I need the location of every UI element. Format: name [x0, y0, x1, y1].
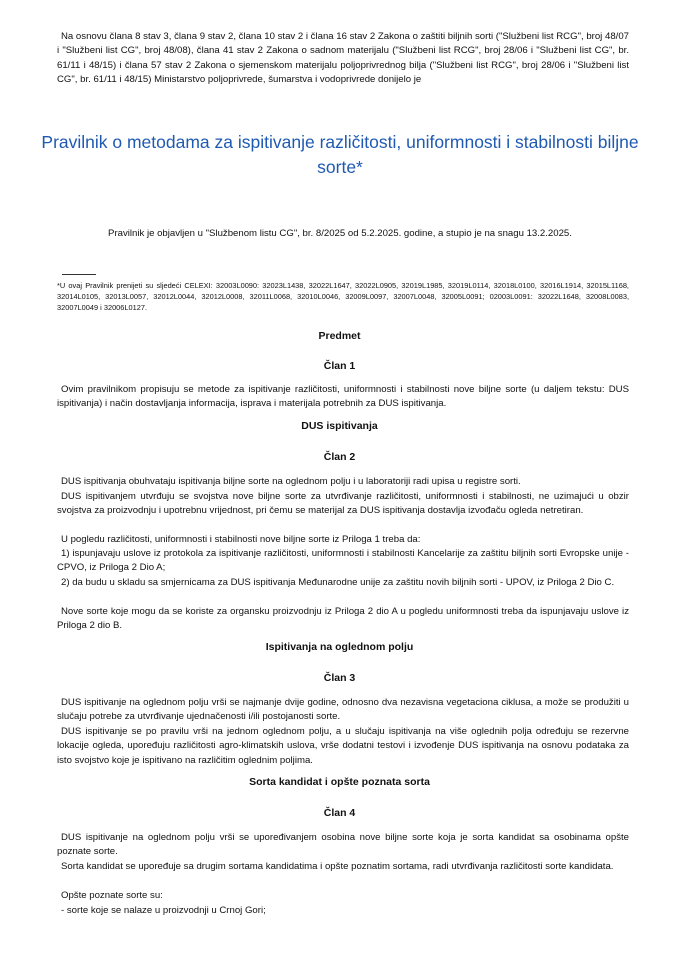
clan3-paragraph-1: DUS ispitivanje na oglednom polju vrši se najmanje dvije godine, odnosno dva nezavisna vegetaciona ciklusa, a može se produžiti u slučaju potrebe za utvrđivanje ujednačenosti i/ili postojanosti sorte. [57, 697, 629, 723]
document-title: Pravilnik o metodama za ispitivanje različitosti, uniformnosti i stabilnosti biljne sorte* [41, 132, 639, 177]
article-heading-1: Član 1 [323, 360, 356, 372]
clan2-paragraph-1: DUS ispitivanja obuhvataju ispitivanja biljne sorte na oglednom polju i u laboratoriji radi upisa u registre sorti. [61, 476, 521, 487]
footnote: *U ovaj Pravilnik prenijeti su sljedeći CELEXI: 32003L0090: 32023L1438, 32022L1647, 32022L0905, 32019L1985, 32019L0114, 32018L0100, 32016L1914, 32015L1168, 32014L0105, 32013L0057, 32012L0044, 32012L0008, 32011L0068, 32010L0046, 32009L0097, 32007L0048, 32005L0091; 02003L0091: 32022L1648, 32008L0083, 32007L0049 i 32006L0127. [57, 281, 629, 312]
section-heading-dus: DUS ispitivanja [301, 420, 378, 432]
section-heading-sorta: Sorta kandidat i opšte poznata sorta [249, 776, 430, 788]
clan2-paragraph-4: 1) ispunjavaju uslove iz protokola za ispitivanje različitosti, uniformnosti i stabilnosti Kancelarije za zaštitu biljnih sorti Evropske unije - CPVO, iz Priloga 2 Dio A; [57, 548, 629, 574]
clan4-paragraph-2: Sorta kandidat se upoređuje sa drugim sortama kandidatima i opšte poznatim sortama, radi utvrđivanja različitosti sorte kandidata. [61, 861, 614, 872]
clan2-paragraph-5: 2) da budu u skladu sa smjernicama za DUS ispitivanja Međunarodne unije za zaštitu novih biljnih sorti - UPOV, iz Priloga 2 Dio C. [61, 577, 615, 588]
clan1-paragraph-1: Ovim pravilnikom propisuju se metode za ispitivanje različitosti, uniformnosti i stabilnosti nove biljne sorte (u daljem tekstu: DUS ispitivanja) i način dostavljanja informacija, isprava i materijala potrebnih za DUS ispitivanja. [57, 384, 629, 410]
clan4-paragraph-3: Opšte poznate sorte su: [61, 890, 163, 901]
article-heading-2: Član 2 [323, 451, 356, 463]
article-heading-3: Član 3 [323, 672, 356, 684]
clan2-paragraph-3: U pogledu različitosti, uniformnosti i stabilnosti nove biljne sorte iz Priloga 1 treba da: [61, 534, 421, 545]
section-heading-ogledno: Ispitivanja na oglednom polju [265, 641, 414, 653]
footnote-divider [62, 274, 96, 275]
clan3-paragraph-2: DUS ispitivanje se po pravilu vrši na jednom oglednom polju, a u slučaju ispitivanja na više oglednih polja određuju se rezervne lokacije ogleda, upoređuju različitosti agro-klimatskih uslova, vrše dodatni testovi i izvođenje DUS ispitivanja na osnovu podataka za isto svojstvo koje je ispitivano na različitim oglednim poljima. [57, 726, 629, 766]
clan4-paragraph-4: - sorte koje se nalaze u proizvodnji u Crnoj Gori; [61, 905, 266, 916]
clan2-paragraph-2: DUS ispitivanjem utvrđuju se svojstva nove biljne sorte za utvrđivanje različitosti, uniformnosti i stabilnosti, ne uzimajući u obzir svojstva za proizvodnju i upotrebnu vrijednost, pri čemu se materijal za DUS ispitivanja dostavlja izvođaču ogleda netretiran. [57, 491, 629, 517]
publication-note: Pravilnik je objavljen u "Službenom listu CG", br. 8/2025 od 5.2.2025. godine, a stupio je na snagu 13.2.2025. [108, 228, 572, 239]
clan2-paragraph-6: Nove sorte koje mogu da se koriste za organsku proizvodnju iz Priloga 2 dio A u pogledu uniformnosti treba da ispunjavaju uslove iz Priloga 2 dio B. [57, 606, 629, 632]
section-heading-predmet: Predmet [318, 330, 361, 342]
clan4-paragraph-1: DUS ispitivanje na oglednom polju vrši se upoređivanjem osobina nove biljne sorte koja je sorta kandidat sa osobinama opšte poznate sorte. [57, 832, 629, 858]
article-heading-4: Član 4 [323, 807, 356, 819]
preamble: Na osnovu člana 8 stav 3, člana 9 stav 2, člana 10 stav 2 i člana 16 stav 2 Zakona o zaštiti biljnih sorti ("Službeni list RCG", broj 48/07 i "Službeni list CG", broj 48/08), člana 41 stav 2 Zakona o sadnom materijalu ("Službeni list RCG", broj 28/06 i "Službeni list CG", br. 61/11 i 48/15) i člana 57 stav 2 Zakona o sjemenskom materijalu poljoprivrednog bilja ("Službeni list RCG", broj 28/06 i "Službeni list CG", br. 61/11 i 48/15) Ministarstvo poljoprivrede, šumarstva i vodoprivrede donijelo je [57, 31, 629, 86]
